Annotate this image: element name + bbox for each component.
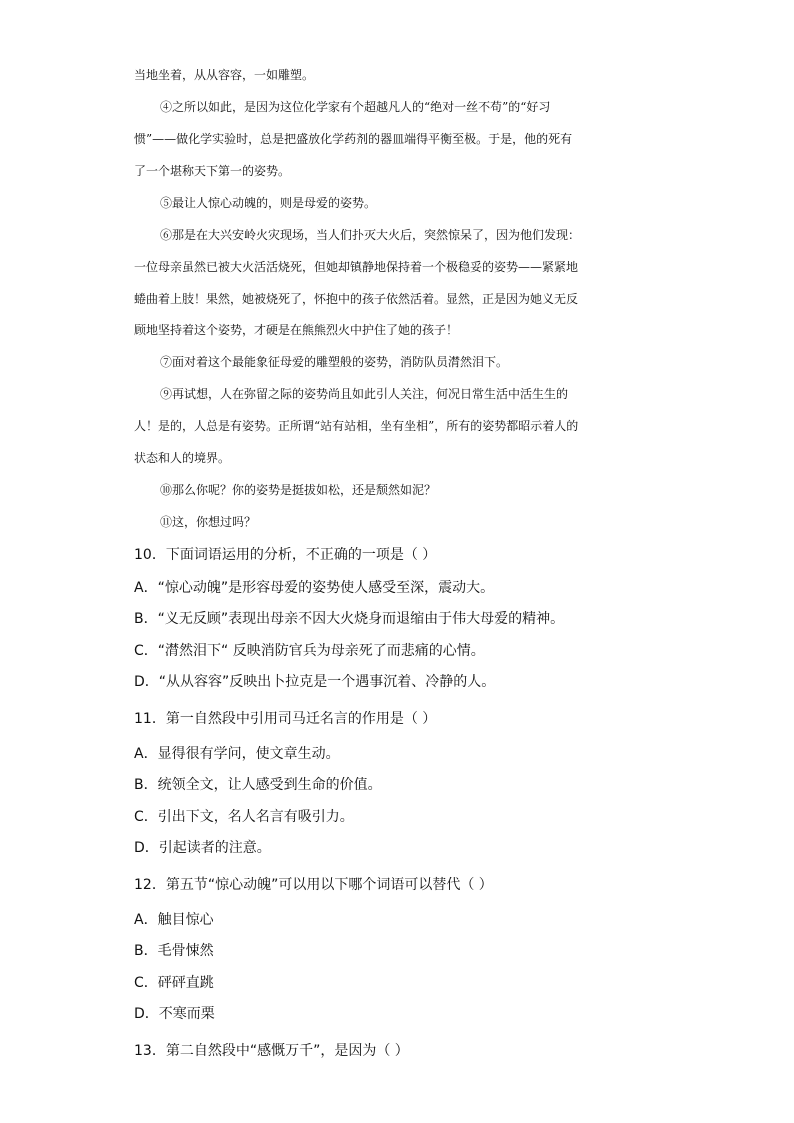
answer-option: B．“义无反顾”表现出母亲不因大火烧身而退缩由于伟大母爱的精神。 — [134, 611, 565, 627]
passage-line: ⑥那是在大兴安岭火灾现场，当人们扑灭大火后，突然惊呆了，因为他们发现： — [160, 228, 581, 242]
answer-option: B．统领全文，让人感受到生命的价值。 — [134, 777, 382, 793]
passage-line: ⑪这，你想过吗？ — [160, 515, 257, 529]
passage-line: ④之所以如此，是因为这位化学家有个超越凡人的“绝对一丝不苟”的“好习 — [160, 100, 551, 114]
passage-line: ⑦面对着这个最能象征母爱的雕塑般的姿势，消防队员潸然泪下。 — [160, 355, 509, 369]
passage-line: 状态和人的境界。 — [134, 451, 231, 465]
answer-option: A．显得很有学问，使文章生动。 — [134, 746, 340, 762]
answer-option: C．引出下文，名人名言有吸引力。 — [134, 809, 354, 825]
question-stem: 12．第五节“惊心动魄”可以用以下哪个词语可以替代（ ） — [134, 877, 493, 893]
passage-line: 一位母亲虽然已被大火活活烧死，但她却镇静地保持着一个极稳妥的姿势——紧紧地 — [134, 260, 579, 274]
answer-option: D．不寒而栗 — [134, 1006, 215, 1022]
answer-option: A．“惊心动魄”是形容母爱的姿势使人感受至深，震动大。 — [134, 580, 495, 596]
answer-option: D．“从从容容”反映出卜拉克是一个遇事沉着、冷静的人。 — [134, 674, 496, 690]
question-stem: 13．第二自然段中“感慨万千”，是因为（ ） — [134, 1043, 409, 1059]
answer-option: C．砰砰直跳 — [134, 975, 214, 991]
passage-line: ⑨再试想，人在弥留之际的姿势尚且如此引人关注，何况日常生活中活生生的 — [160, 387, 569, 401]
passage-line: 当地坐着，从从容容，一如雕塑。 — [134, 68, 315, 82]
answer-option: D．引起读者的注意。 — [134, 840, 271, 856]
passage-line: ⑤最让人惊心动魄的，则是母爱的姿势。 — [160, 196, 377, 210]
passage-line: 人！是的，人总是有姿势。正所谓“站有站相，坐有坐相”，所有的姿势都昭示着人的 — [134, 419, 579, 433]
question-stem: 10．下面词语运用的分析，不正确的一项是（ ） — [134, 547, 437, 563]
passage-line: ⑩那么你呢？你的姿势是挺拔如松，还是颓然如泥？ — [160, 483, 437, 497]
passage-line: 惯”——做化学实验时，总是把盛放化学药剂的器皿端得平衡至极。于是，他的死有 — [134, 132, 573, 146]
answer-option: A．触目惊心 — [134, 912, 214, 928]
passage-line: 顾地坚持着这个姿势，才硬是在熊熊烈火中护住了她的孩子！ — [134, 323, 459, 337]
question-stem: 11．第一自然段中引用司马迁名言的作用是（ ） — [134, 711, 437, 727]
answer-option: C．“潸然泪下“ 反映消防官兵为母亲死了而悲痛的心情。 — [134, 643, 485, 659]
passage-line: 了一个堪称天下第一的姿势。 — [134, 164, 291, 178]
answer-option: B．毛骨悚然 — [134, 943, 214, 959]
passage-line: 蜷曲着上肢！果然，她被烧死了，怀抱中的孩子依然活着。显然，正是因为她义无反 — [134, 292, 579, 306]
